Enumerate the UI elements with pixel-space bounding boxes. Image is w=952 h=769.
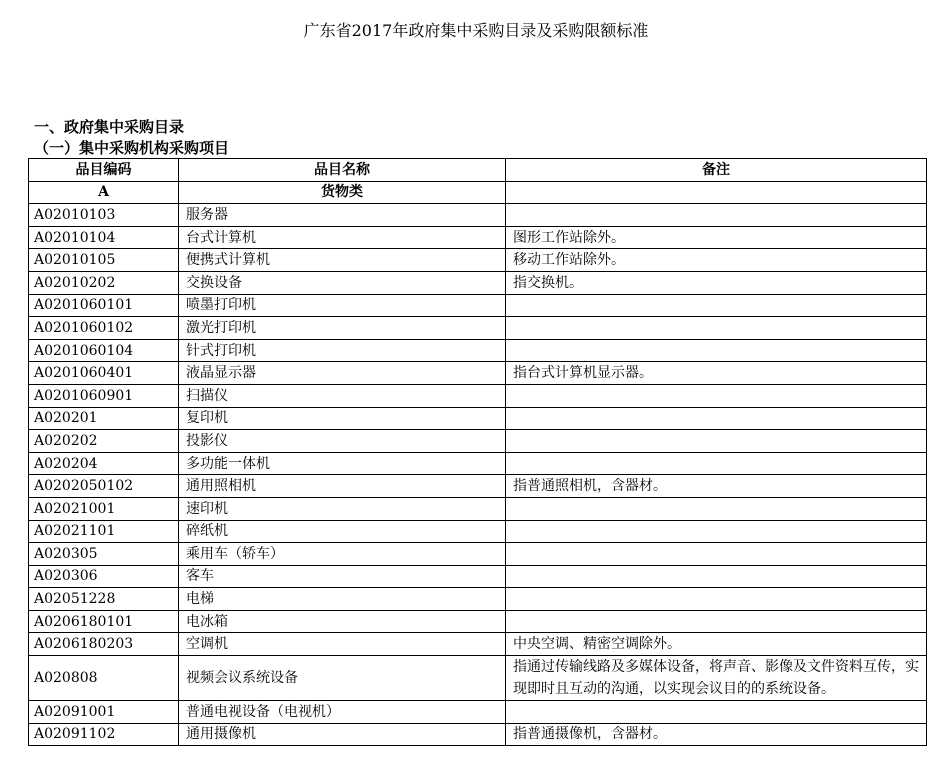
item-name-cell: 针式打印机 <box>179 339 506 362</box>
table-row <box>29 588 927 611</box>
table-row <box>29 701 927 724</box>
table-row <box>29 633 927 656</box>
item-note-cell <box>506 610 927 633</box>
item-name-cell: 通用照相机 <box>179 475 506 498</box>
item-note-cell <box>506 204 927 227</box>
table-row <box>29 520 927 543</box>
item-name-cell: 台式计算机 <box>179 226 506 249</box>
item-name-cell: 碎纸机 <box>179 520 506 543</box>
item-note-cell: 指交换机。 <box>506 271 927 294</box>
item-code-cell: A02010105 <box>29 249 179 272</box>
item-note-cell <box>506 520 927 543</box>
table-row <box>29 475 927 498</box>
item-note-cell: 指台式计算机显示器。 <box>506 362 927 385</box>
item-note-cell <box>506 430 927 453</box>
document-title: 广东省2017年政府集中采购目录及采购限额标准 <box>303 21 649 40</box>
item-code-cell: A020808 <box>29 656 179 701</box>
table-header-row <box>29 159 927 182</box>
item-note-cell <box>506 294 927 317</box>
item-name-cell: 扫描仪 <box>179 384 506 407</box>
item-name-cell: 电冰箱 <box>179 610 506 633</box>
item-name-cell: 服务器 <box>179 204 506 227</box>
item-name-cell: 投影仪 <box>179 430 506 453</box>
item-code-cell: A02010104 <box>29 226 179 249</box>
item-code-cell: A020306 <box>29 565 179 588</box>
item-name-cell: 空调机 <box>179 633 506 656</box>
section-heading: 一、政府集中采购目录 <box>34 118 185 136</box>
item-name-cell: 复印机 <box>179 407 506 430</box>
table-row <box>29 204 927 227</box>
item-note-cell <box>506 497 927 520</box>
item-code-cell: A02021001 <box>29 497 179 520</box>
item-code-cell: A0201060401 <box>29 362 179 385</box>
category-note <box>506 181 927 204</box>
item-code-cell: A02010103 <box>29 204 179 227</box>
item-code-cell: A020202 <box>29 430 179 453</box>
item-code-cell: A0201060102 <box>29 317 179 340</box>
item-note-cell <box>506 407 927 430</box>
item-name-cell: 激光打印机 <box>179 317 506 340</box>
table-row <box>29 565 927 588</box>
item-note-cell <box>506 339 927 362</box>
item-code-cell: A0206180203 <box>29 633 179 656</box>
table-row <box>29 317 927 340</box>
category-row <box>29 181 927 204</box>
category-code: A <box>29 181 179 204</box>
table-row <box>29 339 927 362</box>
column-header-note: 备注 <box>506 159 927 182</box>
column-header-code: 品目编码 <box>29 159 179 182</box>
item-name-cell: 电梯 <box>179 588 506 611</box>
item-name-cell: 通用摄像机 <box>179 723 506 746</box>
item-name-cell: 便携式计算机 <box>179 249 506 272</box>
table-row <box>29 407 927 430</box>
item-code-cell: A02091001 <box>29 701 179 724</box>
item-code-cell: A02051228 <box>29 588 179 611</box>
item-name-cell: 视频会议系统设备 <box>179 656 506 701</box>
item-name-cell: 交换设备 <box>179 271 506 294</box>
table-row <box>29 452 927 475</box>
table-row <box>29 249 927 272</box>
column-header-name: 品目名称 <box>179 159 506 182</box>
item-note-cell <box>506 452 927 475</box>
item-name-cell: 乘用车（轿车） <box>179 543 506 566</box>
item-code-cell: A0201060101 <box>29 294 179 317</box>
item-note-cell: 图形工作站除外。 <box>506 226 927 249</box>
item-name-cell: 喷墨打印机 <box>179 294 506 317</box>
item-code-cell: A02010202 <box>29 271 179 294</box>
table-row <box>29 497 927 520</box>
item-name-cell: 客车 <box>179 565 506 588</box>
table-row <box>29 656 927 701</box>
table-row <box>29 271 927 294</box>
table-row <box>29 362 927 385</box>
item-code-cell: A020204 <box>29 452 179 475</box>
table-row <box>29 610 927 633</box>
table-row <box>29 294 927 317</box>
item-note-cell <box>506 317 927 340</box>
item-code-cell: A020305 <box>29 543 179 566</box>
item-note-cell: 指普通照相机，含器材。 <box>506 475 927 498</box>
subsection-heading: （一）集中采购机构采购项目 <box>34 139 230 157</box>
table-row <box>29 226 927 249</box>
item-name-cell: 液晶显示器 <box>179 362 506 385</box>
item-code-cell: A0201060901 <box>29 384 179 407</box>
item-note-cell <box>506 543 927 566</box>
procurement-catalog-table <box>28 158 927 746</box>
table-row <box>29 543 927 566</box>
item-note-cell: 指通过传输线路及多媒体设备，将声音、影像及文件资料互传，实现即时且互动的沟通，以实现会议目的的系统设备。 <box>506 656 927 701</box>
item-note-cell: 中央空调、精密空调除外。 <box>506 633 927 656</box>
item-code-cell: A02021101 <box>29 520 179 543</box>
item-name-cell: 普通电视设备（电视机） <box>179 701 506 724</box>
item-note-cell <box>506 588 927 611</box>
item-code-cell: A0201060104 <box>29 339 179 362</box>
item-note-cell <box>506 701 927 724</box>
item-note-cell <box>506 565 927 588</box>
item-name-cell: 速印机 <box>179 497 506 520</box>
table-row <box>29 723 927 746</box>
item-note-cell: 移动工作站除外。 <box>506 249 927 272</box>
item-name-cell: 多功能一体机 <box>179 452 506 475</box>
item-code-cell: A02091102 <box>29 723 179 746</box>
item-note-cell: 指普通摄像机，含器材。 <box>506 723 927 746</box>
category-name: 货物类 <box>179 181 506 204</box>
table-row <box>29 384 927 407</box>
item-note-cell <box>506 384 927 407</box>
item-code-cell: A020201 <box>29 407 179 430</box>
item-code-cell: A0206180101 <box>29 610 179 633</box>
item-code-cell: A0202050102 <box>29 475 179 498</box>
table-row <box>29 430 927 453</box>
